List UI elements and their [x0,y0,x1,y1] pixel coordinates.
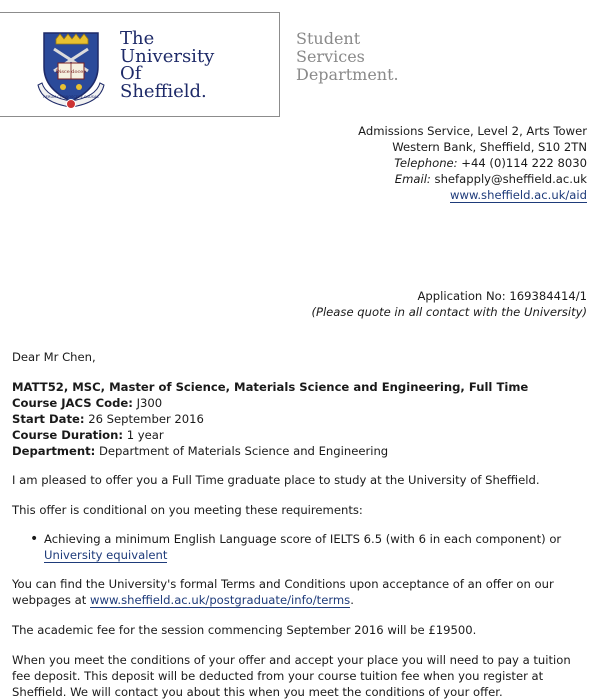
course-details [12,379,592,459]
sender-address [358,123,587,203]
email-label: Email: [394,172,431,186]
university-name-line: Of [120,63,142,84]
address-line: Admissions Service, Level 2, Arts Tower [358,124,587,138]
duration-label: Course Duration: [12,428,124,442]
salutation: Dear Mr Chen, [12,350,96,364]
start-date-value: 26 September 2016 [88,412,204,426]
deposit-paragraph: When you meet the conditions of your offer and accept your place you will need to pay a tuition fee deposit. This deposit will be deducted from your course tuition fee when you register at Sheffield. We will contact you about this when you meet the conditions of your offer. [12,653,571,699]
university-name [120,30,214,100]
letter-body [12,349,592,700]
department-label: Department: [12,444,96,458]
university-equivalent-link[interactable]: University equivalent [44,548,168,562]
university-name-line: The [120,28,155,49]
department-name [296,30,399,84]
university-name-line: Sheffield. [120,80,207,102]
jacs-label: Course JACS Code: [12,396,133,410]
duration-value: 1 year [126,428,164,442]
application-note: (Please quote in all contact with the University) [311,305,587,319]
department-name-line: Student [296,29,361,48]
telephone-line [358,155,587,171]
terms-paragraph [12,576,592,608]
department-name-line: Services [296,47,365,66]
course-title: MATT52, MSC, Master of Science, Materials Science and Engineering, Full Time [12,380,529,394]
jacs-value: J300 [136,396,163,410]
terms-text: You can find the University's formal Terms and Conditions upon acceptance of an offer on our webpages at [12,577,554,607]
telephone-value: +44 (0)114 222 8030 [461,156,587,170]
department-value: Department of Materials Science and Engineering [98,444,389,458]
crest-motto: Disce doceo [55,69,87,75]
application-block [311,288,587,320]
start-date-label: Start Date: [12,412,85,426]
address-line: Western Bank, Sheffield, S10 2TN [392,140,587,154]
terms-text-end: . [350,593,354,607]
email-line [358,171,587,187]
university-crest-icon [30,27,112,109]
requirements-list [44,531,592,563]
terms-link[interactable]: www.sheffield.ac.uk/postgraduate/info/terms [90,593,351,607]
crest-scroll: RERUM COGNOSCERE CAUSAS [43,95,99,99]
fee-paragraph: The academic fee for the session commencing September 2016 will be £19500. [12,623,477,637]
offer-paragraph: I am pleased to offer you a Full Time graduate place to study at the University of Sheffield. [12,473,540,487]
email-value: shefapply@sheffield.ac.uk [434,172,587,186]
department-name-line: Department. [296,65,399,84]
conditional-paragraph: This offer is conditional on you meeting these requirements: [12,503,363,517]
university-logo-box [0,12,280,117]
application-number: Application No: 169384414/1 [417,289,587,303]
requirement-text: Achieving a minimum English Language score of IELTS 6.5 (with 6 in each component) or [44,532,562,546]
telephone-label: Telephone: [394,156,458,170]
requirement-item [44,531,592,563]
website-link[interactable]: www.sheffield.ac.uk/aid [449,188,587,202]
university-name-line: University [120,45,215,67]
